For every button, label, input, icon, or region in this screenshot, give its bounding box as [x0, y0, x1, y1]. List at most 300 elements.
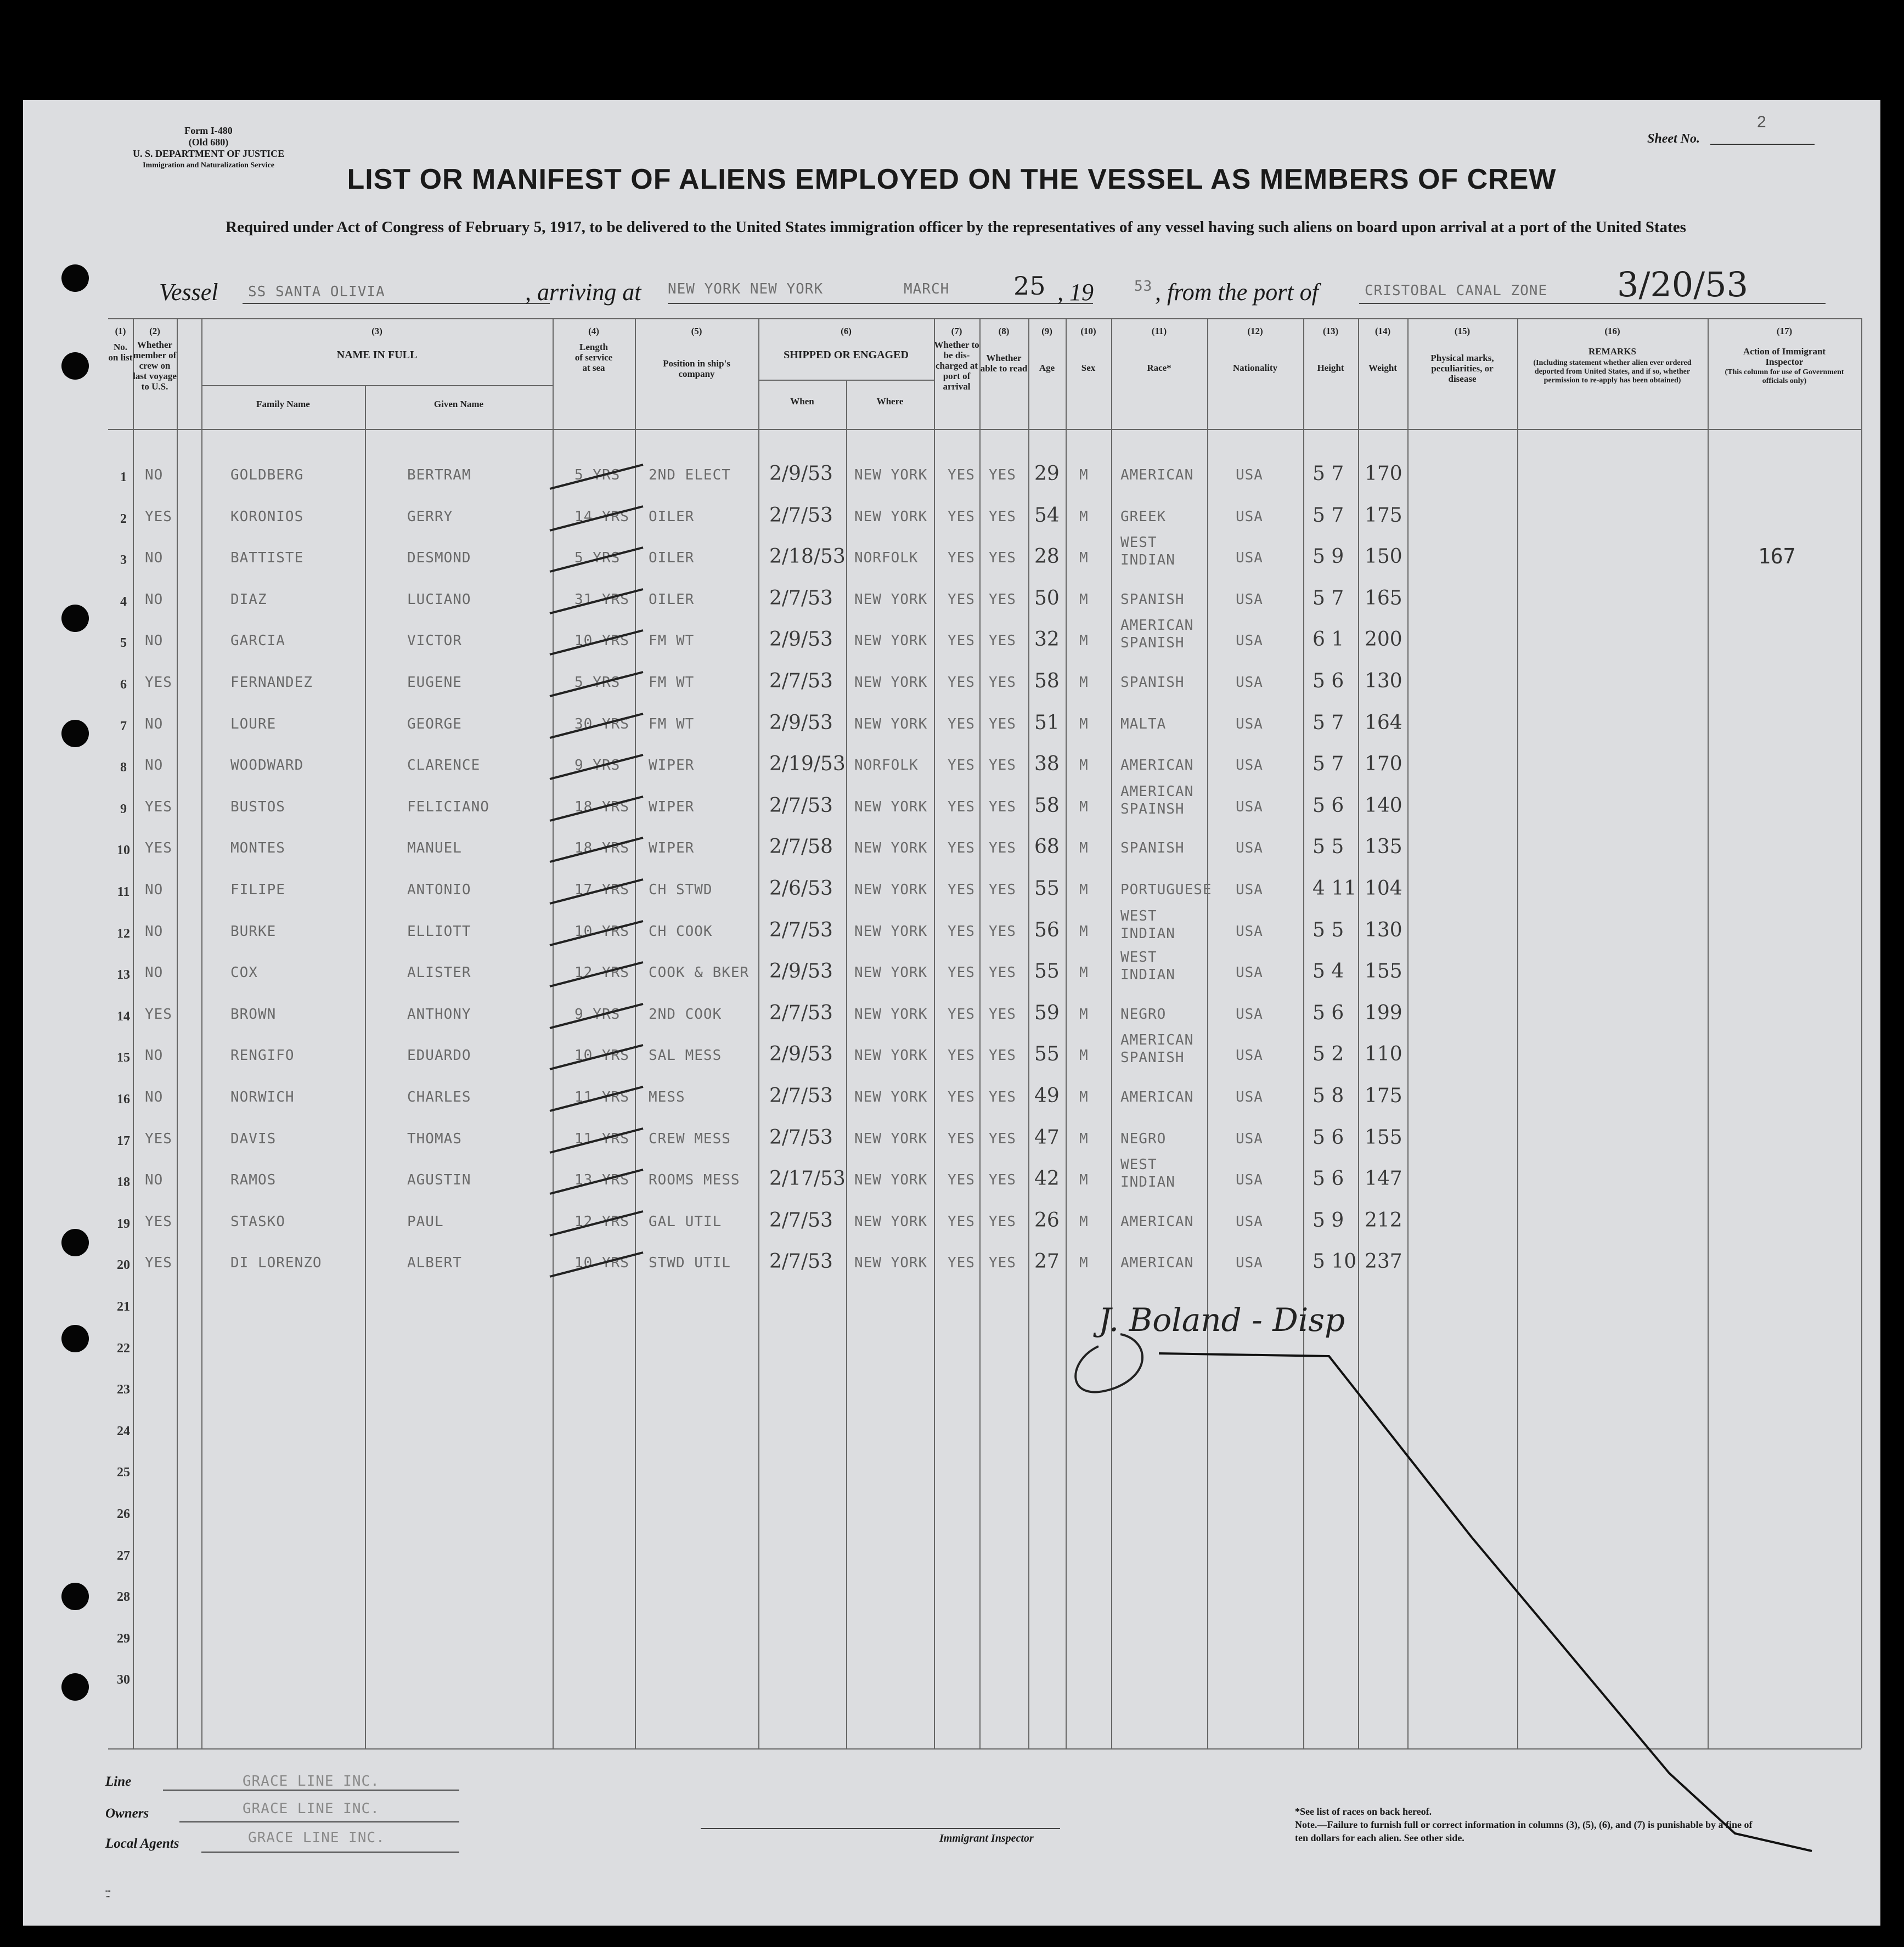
cell-service-length: 30 YRS — [574, 716, 629, 732]
cell-height: 5 4 — [1312, 960, 1344, 983]
cell-position: CH COOK — [649, 923, 713, 940]
row-number: 17 — [117, 1134, 130, 1148]
header-length-service: (4) Length of service at sea — [574, 326, 613, 373]
empty-row-number: 26 — [117, 1507, 130, 1521]
cell-nationality: USA — [1236, 1172, 1263, 1188]
cell-prev-voyage: NO — [145, 716, 164, 732]
cell-race: SPANISH — [1120, 840, 1185, 856]
cell-shipped-where: NEW YORK — [854, 1255, 928, 1271]
header-sex: (10) Sex — [1080, 326, 1096, 373]
cell-sex: M — [1079, 1255, 1089, 1271]
cell-shipped-where: NORFOLK — [854, 550, 919, 566]
row-number: 19 — [117, 1217, 130, 1231]
cell-race: INDIAN — [1120, 967, 1175, 983]
cell-prev-voyage: YES — [145, 1131, 172, 1147]
cell-height: 5 8 — [1312, 1085, 1344, 1107]
cell-race: AMERICAN — [1120, 1255, 1194, 1271]
cell-race-line2: WEST — [1120, 1156, 1157, 1173]
cell-given-name: GERRY — [407, 509, 453, 525]
cell-weight: 200 — [1365, 628, 1402, 651]
cell-nationality: USA — [1236, 674, 1263, 691]
cell-weight: 104 — [1365, 877, 1402, 900]
cell-shipped-when: 2/19/53 — [769, 753, 846, 775]
header-race: (11) Race* — [1147, 326, 1171, 373]
from-port-label: , from the port of — [1155, 279, 1319, 306]
cell-nationality: USA — [1236, 1006, 1263, 1023]
cell-able-to-read: YES — [989, 1172, 1016, 1188]
cell-race: GREEK — [1120, 509, 1167, 525]
cell-shipped-where: NEW YORK — [854, 882, 928, 898]
cell-discharged: YES — [948, 1047, 975, 1064]
cell-weight: 147 — [1365, 1167, 1402, 1190]
line-rule — [163, 1790, 459, 1791]
cell-nationality: USA — [1236, 591, 1263, 608]
cell-discharged: YES — [948, 1255, 975, 1271]
cell-given-name: CLARENCE — [407, 757, 481, 774]
cell-shipped-where: NEW YORK — [854, 1006, 928, 1023]
cell-race: INDIAN — [1120, 925, 1175, 942]
cell-position: WIPER — [649, 757, 695, 774]
cell-race: NEGRO — [1120, 1131, 1167, 1147]
cell-race: AMERICAN — [1120, 757, 1194, 774]
cell-prev-voyage: NO — [145, 964, 164, 981]
cell-sex: M — [1079, 923, 1089, 940]
cell-discharged: YES — [948, 882, 975, 898]
cell-discharged: YES — [948, 1089, 975, 1105]
cell-position: CREW MESS — [649, 1131, 731, 1147]
cell-sex: M — [1079, 1047, 1089, 1064]
cell-able-to-read: YES — [989, 840, 1016, 856]
cell-nationality: USA — [1236, 1214, 1263, 1230]
row-number: 7 — [120, 719, 127, 733]
cell-weight: 140 — [1365, 794, 1402, 817]
line-label: Line — [105, 1774, 132, 1789]
owners-value: GRACE LINE INC. — [243, 1801, 380, 1817]
cell-prev-voyage: NO — [145, 467, 164, 483]
row-number: 18 — [117, 1175, 130, 1189]
cell-family-name: GARCIA — [230, 633, 285, 649]
arrival-port: NEW YORK NEW YORK — [668, 281, 824, 297]
header-discharged: (7) Whether to be dis-charged at port of arrival — [934, 326, 979, 392]
cell-height: 5 5 — [1312, 919, 1344, 941]
cell-service-length: 12 YRS — [574, 1214, 629, 1230]
cell-shipped-where: NEW YORK — [854, 467, 928, 483]
cell-sex: M — [1079, 716, 1089, 732]
empty-row-number: 30 — [117, 1673, 130, 1687]
cell-discharged: YES — [948, 757, 975, 774]
cell-shipped-when: 2/9/53 — [769, 1043, 833, 1065]
cell-race: SPAINSH — [1120, 801, 1185, 817]
cell-service-length: 10 YRS — [574, 923, 629, 940]
cell-position: WIPER — [649, 799, 695, 815]
empty-row-number: 21 — [117, 1300, 130, 1314]
from-port: CRISTOBAL CANAL ZONE — [1365, 283, 1548, 299]
header-inspector-action: (17) Action of Immigrant Inspector (This column for use of Government officials only) — [1725, 326, 1844, 385]
header-given-name: Given Name — [433, 399, 484, 409]
cell-sex: M — [1079, 509, 1089, 525]
cell-family-name: KORONIOS — [230, 509, 304, 525]
cell-race-line2: WEST — [1120, 908, 1157, 924]
cell-able-to-read: YES — [989, 591, 1016, 608]
cell-family-name: LOURE — [230, 716, 277, 732]
manifest-sheet — [23, 100, 1880, 1926]
cell-given-name: AGUSTIN — [407, 1172, 471, 1188]
page-subtitle: Required under Act of Congress of February 5, 1917, to be delivered to the United States immigration officer by the representatives of any vessel having such aliens on board upon arrival at a port of the United States — [226, 218, 1686, 236]
cell-age: 27 — [1034, 1250, 1060, 1273]
cell-given-name: EUGENE — [407, 674, 462, 691]
cell-prev-voyage: NO — [145, 923, 164, 940]
cell-age: 38 — [1034, 753, 1060, 775]
cell-family-name: BROWN — [230, 1006, 277, 1023]
cell-sex: M — [1079, 799, 1089, 815]
cell-nationality: USA — [1236, 550, 1263, 566]
cell-able-to-read: YES — [989, 509, 1016, 525]
cell-given-name: EDUARDO — [407, 1047, 471, 1064]
cell-age: 28 — [1034, 545, 1060, 568]
cell-given-name: ANTONIO — [407, 882, 471, 898]
cell-discharged: YES — [948, 1214, 975, 1230]
cell-given-name: BERTRAM — [407, 467, 471, 483]
cell-given-name: ALISTER — [407, 964, 471, 981]
cell-discharged: YES — [948, 923, 975, 940]
cell-position: 2ND COOK — [649, 1006, 722, 1023]
cell-age: 32 — [1034, 628, 1060, 651]
cell-prev-voyage: YES — [145, 1214, 172, 1230]
agents-value: GRACE LINE INC. — [248, 1830, 385, 1846]
cell-sex: M — [1079, 1131, 1089, 1147]
cell-weight: 199 — [1365, 1002, 1402, 1024]
inspector-label: Immigrant Inspector — [939, 1832, 1034, 1844]
arrival-month: MARCH — [904, 281, 950, 297]
cell-shipped-when: 2/7/53 — [769, 1085, 833, 1107]
owners-rule — [179, 1821, 459, 1822]
cell-given-name: FELICIANO — [407, 799, 489, 815]
cell-nationality: USA — [1236, 757, 1263, 774]
arriving-label: , arriving at — [525, 279, 641, 306]
cell-age: 49 — [1034, 1085, 1060, 1107]
cell-prev-voyage: NO — [145, 882, 164, 898]
header-name-in-full: (3) NAME IN FULL — [336, 326, 418, 361]
cell-race: SPANISH — [1120, 674, 1185, 691]
cell-service-length: 9 YRS — [574, 757, 621, 774]
row-number: 3 — [120, 553, 127, 567]
cell-shipped-where: NEW YORK — [854, 633, 928, 649]
cell-nationality: USA — [1236, 923, 1263, 940]
binder-hole — [61, 264, 89, 292]
row-number: 12 — [117, 927, 130, 941]
cell-discharged: YES — [948, 1131, 975, 1147]
row-number: 11 — [117, 885, 130, 899]
cell-position: OILER — [649, 550, 695, 566]
cell-race-line2: AMERICAN — [1120, 1032, 1194, 1048]
cell-shipped-when: 2/7/53 — [769, 794, 833, 817]
cell-prev-voyage: NO — [145, 633, 164, 649]
cell-family-name: RENGIFO — [230, 1047, 295, 1064]
cell-height: 5 6 — [1312, 670, 1344, 692]
cell-shipped-when: 2/7/53 — [769, 919, 833, 941]
row-number: 16 — [117, 1092, 130, 1107]
cell-sex: M — [1079, 840, 1089, 856]
cell-height: 4 11 — [1312, 877, 1357, 900]
cell-position: 2ND ELECT — [649, 467, 731, 483]
cell-race: INDIAN — [1120, 552, 1175, 568]
cell-weight: 150 — [1365, 545, 1402, 568]
cell-discharged: YES — [948, 550, 975, 566]
header-shipped-engaged: (6) SHIPPED OR ENGAGED — [784, 326, 909, 361]
cell-service-length: 10 YRS — [574, 1047, 629, 1064]
cell-weight: 155 — [1365, 960, 1402, 983]
race-note: *See list of races on back hereof. — [1295, 1806, 1432, 1817]
cell-shipped-where: NEW YORK — [854, 1089, 928, 1105]
cell-able-to-read: YES — [989, 550, 1016, 566]
cell-position: FM WT — [649, 633, 695, 649]
cell-age: 55 — [1034, 877, 1060, 900]
cell-able-to-read: YES — [989, 1255, 1016, 1271]
cell-able-to-read: YES — [989, 923, 1016, 940]
cell-age: 54 — [1034, 504, 1060, 527]
cell-race-line2: WEST — [1120, 949, 1157, 966]
empty-row-number: 22 — [117, 1341, 130, 1356]
cell-discharged: YES — [948, 799, 975, 815]
signature-stroke — [23, 100, 1880, 1926]
cell-prev-voyage: YES — [145, 1255, 172, 1271]
cell-height: 5 9 — [1312, 545, 1344, 568]
cell-height: 5 5 — [1312, 836, 1344, 858]
cell-weight: 237 — [1365, 1250, 1402, 1273]
cell-nationality: USA — [1236, 1131, 1263, 1147]
cell-family-name: NORWICH — [230, 1089, 295, 1105]
row-number: 4 — [120, 595, 127, 609]
cell-sex: M — [1079, 1006, 1089, 1023]
cell-family-name: FILIPE — [230, 882, 285, 898]
cell-weight: 175 — [1365, 1085, 1402, 1107]
cell-weight: 175 — [1365, 504, 1402, 527]
cell-height: 5 7 — [1312, 587, 1344, 610]
cell-able-to-read: YES — [989, 633, 1016, 649]
cell-position: STWD UTIL — [649, 1255, 731, 1271]
empty-row-number: 24 — [117, 1424, 130, 1438]
cell-service-length: 10 YRS — [574, 1255, 629, 1271]
cell-given-name: CHARLES — [407, 1089, 471, 1105]
cell-height: 5 6 — [1312, 1126, 1344, 1149]
row-number: 5 — [120, 636, 127, 650]
cell-discharged: YES — [948, 716, 975, 732]
inspector-signature: J. Boland - Disp — [1099, 1301, 1345, 1339]
cell-race-line2: WEST — [1120, 534, 1157, 551]
row-number: 15 — [117, 1051, 130, 1065]
cell-sex: M — [1079, 591, 1089, 608]
header-age: (9) Age — [1039, 326, 1055, 373]
binder-hole — [61, 1583, 89, 1610]
cell-sex: M — [1079, 550, 1089, 566]
empty-row-number: 27 — [117, 1549, 130, 1563]
cell-given-name: ELLIOTT — [407, 923, 471, 940]
cell-position: ROOMS MESS — [649, 1172, 740, 1188]
cell-sex: M — [1079, 882, 1089, 898]
header-weight: (14) Weight — [1368, 326, 1397, 373]
cell-sex: M — [1079, 1089, 1089, 1105]
cell-age: 47 — [1034, 1126, 1060, 1149]
cell-family-name: BATTISTE — [230, 550, 304, 566]
cell-prev-voyage: YES — [145, 799, 172, 815]
cell-discharged: YES — [948, 674, 975, 691]
vessel-label: Vessel — [159, 279, 218, 306]
cell-discharged: YES — [948, 964, 975, 981]
cell-nationality: USA — [1236, 1089, 1263, 1105]
cell-given-name: DESMOND — [407, 550, 471, 566]
cell-family-name: FERNANDEZ — [230, 674, 313, 691]
cell-race: AMERICAN — [1120, 1214, 1194, 1230]
cell-prev-voyage: YES — [145, 1006, 172, 1023]
cell-discharged: YES — [948, 591, 975, 608]
cell-able-to-read: YES — [989, 467, 1016, 483]
cell-prev-voyage: NO — [145, 1172, 164, 1188]
cell-able-to-read: YES — [989, 674, 1016, 691]
cell-race: NEGRO — [1120, 1006, 1167, 1023]
cell-able-to-read: YES — [989, 1131, 1016, 1147]
cell-prev-voyage: YES — [145, 840, 172, 856]
cell-family-name: BUSTOS — [230, 799, 285, 815]
cell-height: 5 6 — [1312, 794, 1344, 817]
cell-given-name: ALBERT — [407, 1255, 462, 1271]
cell-family-name: WOODWARD — [230, 757, 304, 774]
cell-position: WIPER — [649, 840, 695, 856]
header-no-on-list: (1) No. on list — [108, 326, 133, 363]
agents-label: Local Agents — [105, 1836, 179, 1851]
form-department: U. S. DEPARTMENT OF JUSTICE — [133, 148, 285, 159]
cell-race-line2: AMERICAN — [1120, 783, 1194, 800]
cell-family-name: STASKO — [230, 1214, 285, 1230]
cell-shipped-when: 2/7/53 — [769, 587, 833, 610]
cell-age: 51 — [1034, 712, 1060, 734]
cell-position: OILER — [649, 509, 695, 525]
cell-shipped-when: 2/7/53 — [769, 670, 833, 692]
cell-nationality: USA — [1236, 1255, 1263, 1271]
row-number: 6 — [120, 678, 127, 692]
binder-hole — [61, 1673, 89, 1701]
cell-age: 50 — [1034, 587, 1060, 610]
header-able-to-read: (8) Whether able to read — [980, 326, 1028, 374]
cell-weight: 165 — [1365, 587, 1402, 610]
arrival-year: 53 — [1134, 278, 1153, 295]
cell-service-length: 11 YRS — [574, 1131, 629, 1147]
cell-race: SPANISH — [1120, 1049, 1185, 1066]
binder-hole — [61, 720, 89, 747]
cell-shipped-when: 2/9/53 — [769, 960, 833, 983]
cell-service-length: 31 YRS — [574, 591, 629, 608]
header-physical-marks: (15) Physical marks, peculiarities, or disease — [1430, 326, 1494, 384]
cell-nationality: USA — [1236, 799, 1263, 815]
cell-race: MALTA — [1120, 716, 1167, 732]
binder-hole — [61, 1229, 89, 1256]
header-shipped-where: Where — [876, 396, 904, 407]
cell-discharged: YES — [948, 633, 975, 649]
row-number: 1 — [120, 470, 127, 484]
arrival-day: 25 — [1013, 271, 1046, 301]
cell-height: 5 6 — [1312, 1167, 1344, 1190]
cell-age: 56 — [1034, 919, 1060, 941]
cell-shipped-when: 2/7/53 — [769, 1126, 833, 1149]
cell-service-length: 10 YRS — [574, 633, 629, 649]
cell-prev-voyage: NO — [145, 550, 164, 566]
cell-given-name: LUCIANO — [407, 591, 471, 608]
signature-flourish — [1075, 1334, 1142, 1392]
cell-shipped-when: 2/9/53 — [769, 628, 833, 651]
cell-shipped-where: NEW YORK — [854, 509, 928, 525]
empty-row-number: 25 — [117, 1465, 130, 1480]
cell-sex: M — [1079, 964, 1089, 981]
cell-family-name: DAVIS — [230, 1131, 277, 1147]
cell-position: FM WT — [649, 674, 695, 691]
cell-service-length: 17 YRS — [574, 882, 629, 898]
cell-sex: M — [1079, 674, 1089, 691]
cell-shipped-where: NEW YORK — [854, 923, 928, 940]
cell-family-name: MONTES — [230, 840, 285, 856]
header-shipped-when: When — [790, 396, 814, 407]
cell-shipped-when: 2/17/53 — [769, 1167, 846, 1190]
cell-shipped-when: 2/6/53 — [769, 877, 833, 900]
cell-weight: 155 — [1365, 1126, 1402, 1149]
cell-nationality: USA — [1236, 716, 1263, 732]
cell-discharged: YES — [948, 840, 975, 856]
cell-height: 5 7 — [1312, 753, 1344, 775]
cell-able-to-read: YES — [989, 716, 1016, 732]
cell-shipped-when: 2/7/53 — [769, 504, 833, 527]
cell-race: PORTUGUESE — [1120, 882, 1212, 898]
cell-service-length: 5 YRS — [574, 550, 621, 566]
cell-shipped-when: 2/9/53 — [769, 712, 833, 734]
header-family-name: Family Name — [256, 399, 310, 409]
cell-position: COOK & BKER — [649, 964, 750, 981]
cell-weight: 212 — [1365, 1209, 1402, 1232]
cell-nationality: USA — [1236, 840, 1263, 856]
row-number: 13 — [117, 968, 130, 982]
cell-service-length: 12 YRS — [574, 964, 629, 981]
row-number: 10 — [117, 843, 130, 857]
line-value: GRACE LINE INC. — [243, 1773, 380, 1790]
row-number: 9 — [120, 802, 127, 816]
header-position: (5) Position in ship's company — [663, 326, 730, 379]
cell-able-to-read: YES — [989, 964, 1016, 981]
cell-discharged: YES — [948, 1172, 975, 1188]
header-height: (13) Height — [1317, 326, 1344, 373]
cell-prev-voyage: YES — [145, 509, 172, 525]
cell-shipped-where: NORFOLK — [854, 757, 919, 774]
cell-age: 68 — [1034, 836, 1060, 858]
cell-prev-voyage: NO — [145, 1089, 164, 1105]
cell-race: AMERICAN — [1120, 467, 1194, 483]
cell-discharged: YES — [948, 509, 975, 525]
cell-service-length: 5 YRS — [574, 467, 621, 483]
cell-age: 55 — [1034, 1043, 1060, 1065]
binder-hole — [61, 605, 89, 632]
cell-shipped-where: NEW YORK — [854, 1047, 928, 1064]
cell-sex: M — [1079, 1172, 1089, 1188]
cell-weight: 130 — [1365, 919, 1402, 941]
cell-prev-voyage: NO — [145, 1047, 164, 1064]
cell-able-to-read: YES — [989, 757, 1016, 774]
cell-nationality: USA — [1236, 633, 1263, 649]
inspector-action-number: 167 — [1758, 544, 1796, 568]
cell-age: 58 — [1034, 670, 1060, 692]
cell-height: 5 9 — [1312, 1209, 1344, 1232]
cell-position: OILER — [649, 591, 695, 608]
cell-race: SPANISH — [1120, 591, 1185, 608]
cell-discharged: YES — [948, 1006, 975, 1023]
cell-height: 5 7 — [1312, 462, 1344, 485]
cell-height: 5 7 — [1312, 712, 1344, 734]
cell-shipped-where: NEW YORK — [854, 1214, 928, 1230]
